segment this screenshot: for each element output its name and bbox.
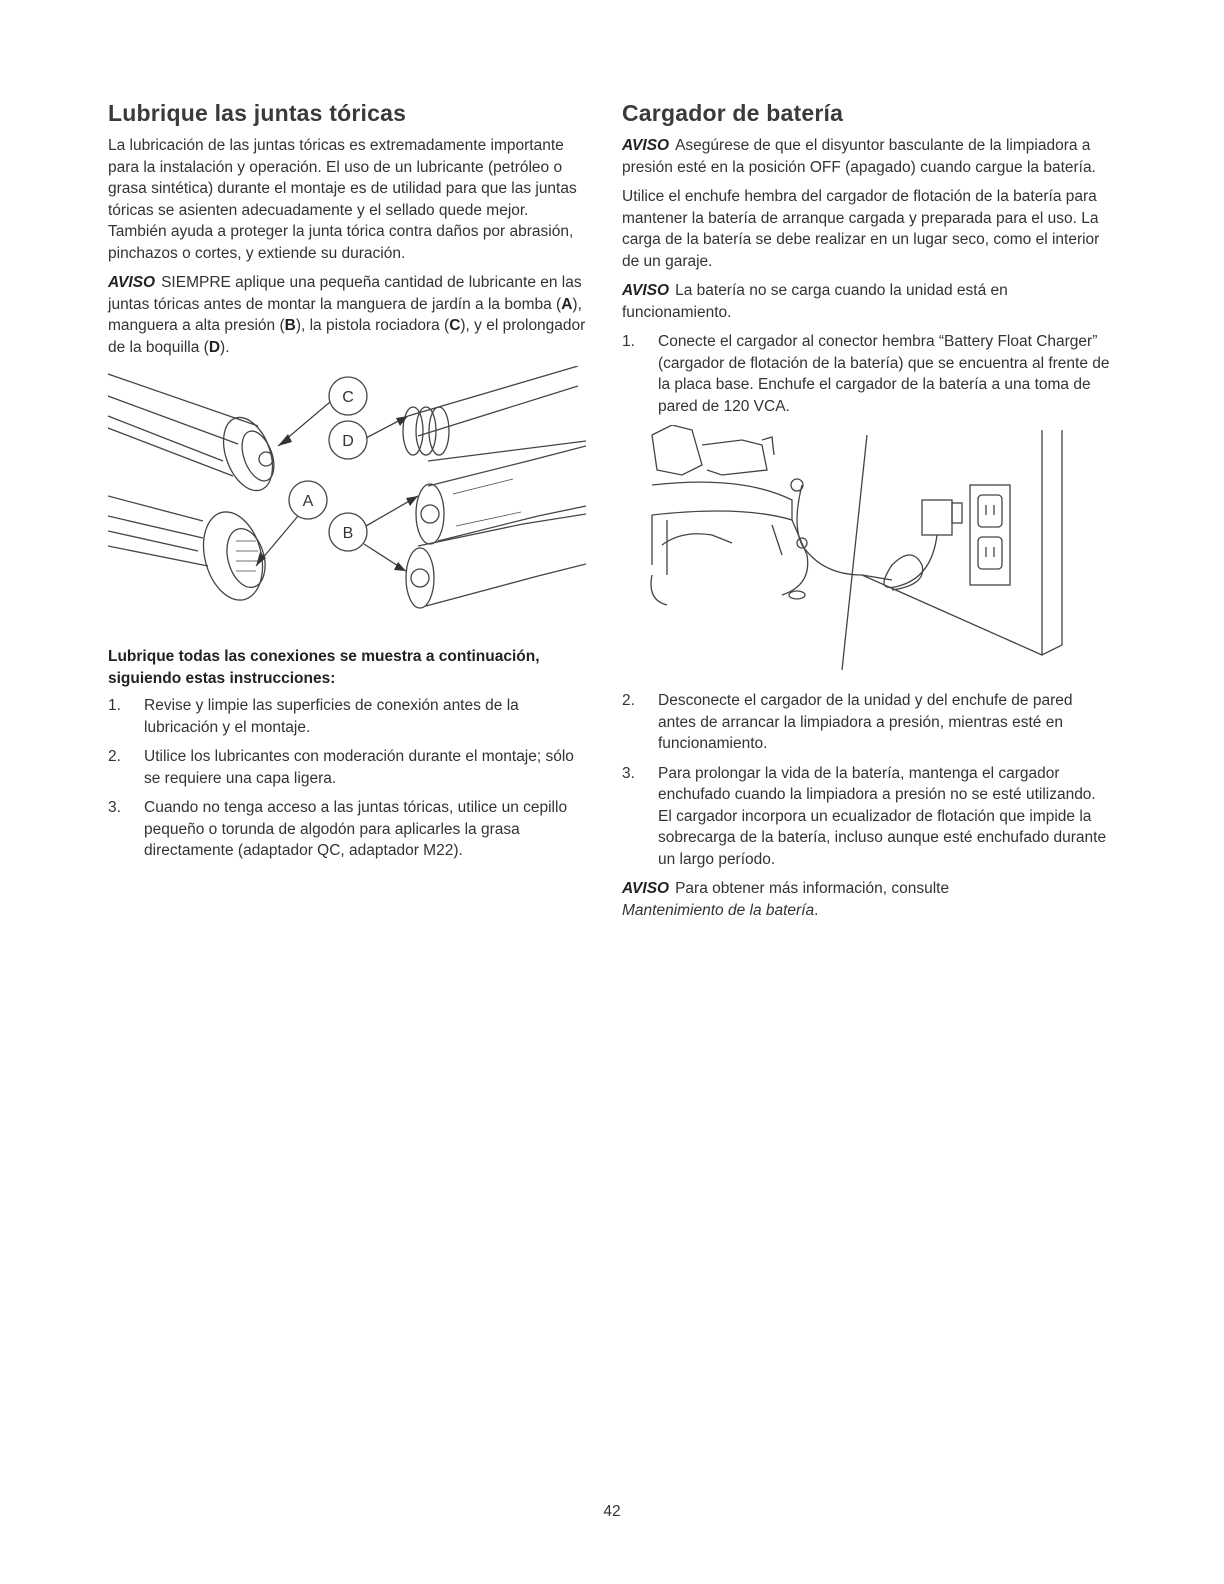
lubricate-intro: La lubricación de las juntas tóricas es extremadamente importante para la instalación y operación. El uso de un lubricante (petróleo o grasa sintética) durante el montaje es de utilidad para que las juntas tóricas se asienten adecuadamente y el sellado quede mejor. También ayuda a proteger la junta tórica contra daños por abrasión, pinchazos o cortes, y extiende su duración. <box>108 137 577 262</box>
section-title-lubricate: Lubrique las juntas tóricas <box>108 100 407 126</box>
letter-a: A <box>561 295 573 313</box>
step-text: Cuando no tenga acceso a las juntas tóricas, utilice un cepillo pequeño o torunda de algodón para aplicarles la grasa directamente (adaptador QC, adaptador M22). <box>144 799 568 859</box>
step-text: Conecte el cargador al conector hembra “Battery Float Charger” (cargador de flotación de la batería) que se encuentra al frente de la placa base. Enchufe el cargador de la batería a una toma de pared de 120 VCA. <box>658 333 1110 415</box>
battery-intro: Utilice el enchufe hembra del cargador de flotación de la batería para mantener la batería de arranque cargada y preparada para el uso. La carga de la batería se debe realizar en un lugar seco, como el interior de un garaje. <box>622 188 1100 270</box>
figure-label-d: D <box>342 433 354 450</box>
letter-b: B <box>284 317 296 334</box>
step-number: 1. <box>108 697 121 714</box>
aviso-text: ), manguera a alta presión ( <box>108 295 582 334</box>
aviso-label: AVISO <box>622 137 670 154</box>
step-number: 2. <box>108 748 121 765</box>
battery-steps-first <box>622 331 1112 417</box>
aviso-text: ), y el prolongador de la boquilla ( <box>108 317 586 356</box>
step-text: Desconecte el cargador de la unidad y del enchufe de pared antes de arrancar la limpiadora a presión, mientras esté en funcionamiento. <box>658 692 1073 752</box>
list-item <box>108 797 586 862</box>
step-text: Utilice los lubricantes con moderación durante el montaje; sólo se requiere una capa ligera. <box>144 748 574 787</box>
right-column <box>622 100 1112 929</box>
step-number: 1. <box>622 333 635 350</box>
aviso-label: AVISO <box>622 282 670 299</box>
battery-steps-rest <box>622 690 1112 870</box>
section-title-battery: Cargador de batería <box>622 100 844 126</box>
battery-charger-figure <box>622 425 1112 680</box>
list-item <box>622 763 1112 871</box>
aviso-label: AVISO <box>622 880 670 897</box>
aviso-text: SIEMPRE aplique una pequeña cantidad de lubricante en las juntas tóricas antes de montar la manguera de jardín a la bomba ( <box>108 274 582 313</box>
left-column <box>108 100 586 870</box>
page-number: 42 <box>603 1503 621 1520</box>
letter-d: D <box>208 338 221 356</box>
list-item <box>622 690 1112 755</box>
list-item <box>108 746 586 789</box>
list-item <box>622 331 1112 417</box>
step-number: 3. <box>622 764 635 782</box>
lubricate-subheading: Lubrique todas las conexiones se muestra a continuación, siguiendo estas instrucciones: <box>108 648 540 687</box>
maintenance-reference: Mantenimiento de la batería <box>622 901 815 919</box>
hose-connections-figure <box>108 366 586 636</box>
lubricate-steps <box>108 695 586 862</box>
figure-label-c: C <box>342 389 354 406</box>
aviso-text: Asegúrese de que el disyuntor basculante de la limpiadora a presión esté en la posición OFF (apagado) cuando cargue la batería. <box>622 137 1096 176</box>
aviso-text: ). <box>220 338 230 356</box>
list-item <box>108 695 586 738</box>
aviso-text: La batería no se carga cuando la unidad está en funcionamiento. <box>622 282 1008 321</box>
battery-aviso-2 <box>622 280 1112 323</box>
battery-aviso-3 <box>622 878 1112 921</box>
lubricate-aviso <box>108 272 586 358</box>
step-number: 3. <box>108 799 121 816</box>
figure-label-a: A <box>302 493 314 510</box>
step-text: Para prolongar la vida de la batería, mantenga el cargador enchufado cuando la limpiadora a presión no se esté utilizando. El cargador incorpora un ecualizador de flotación que impide la sobrecarga de la batería, incluso aunque esté enchufado durante un largo período. <box>658 764 1107 868</box>
aviso-text: Para obtener más información, consulte <box>675 880 950 897</box>
aviso-text: ), la pistola rociadora ( <box>295 317 450 334</box>
aviso-text: . <box>814 901 819 919</box>
battery-aviso-1 <box>622 135 1112 178</box>
step-text: Revise y limpie las superficies de conexión antes de la lubricación y el montaje. <box>144 697 519 736</box>
step-number: 2. <box>622 692 635 709</box>
figure-label-b: B <box>342 525 354 542</box>
letter-c: C <box>449 317 461 334</box>
aviso-label: AVISO <box>108 274 156 291</box>
